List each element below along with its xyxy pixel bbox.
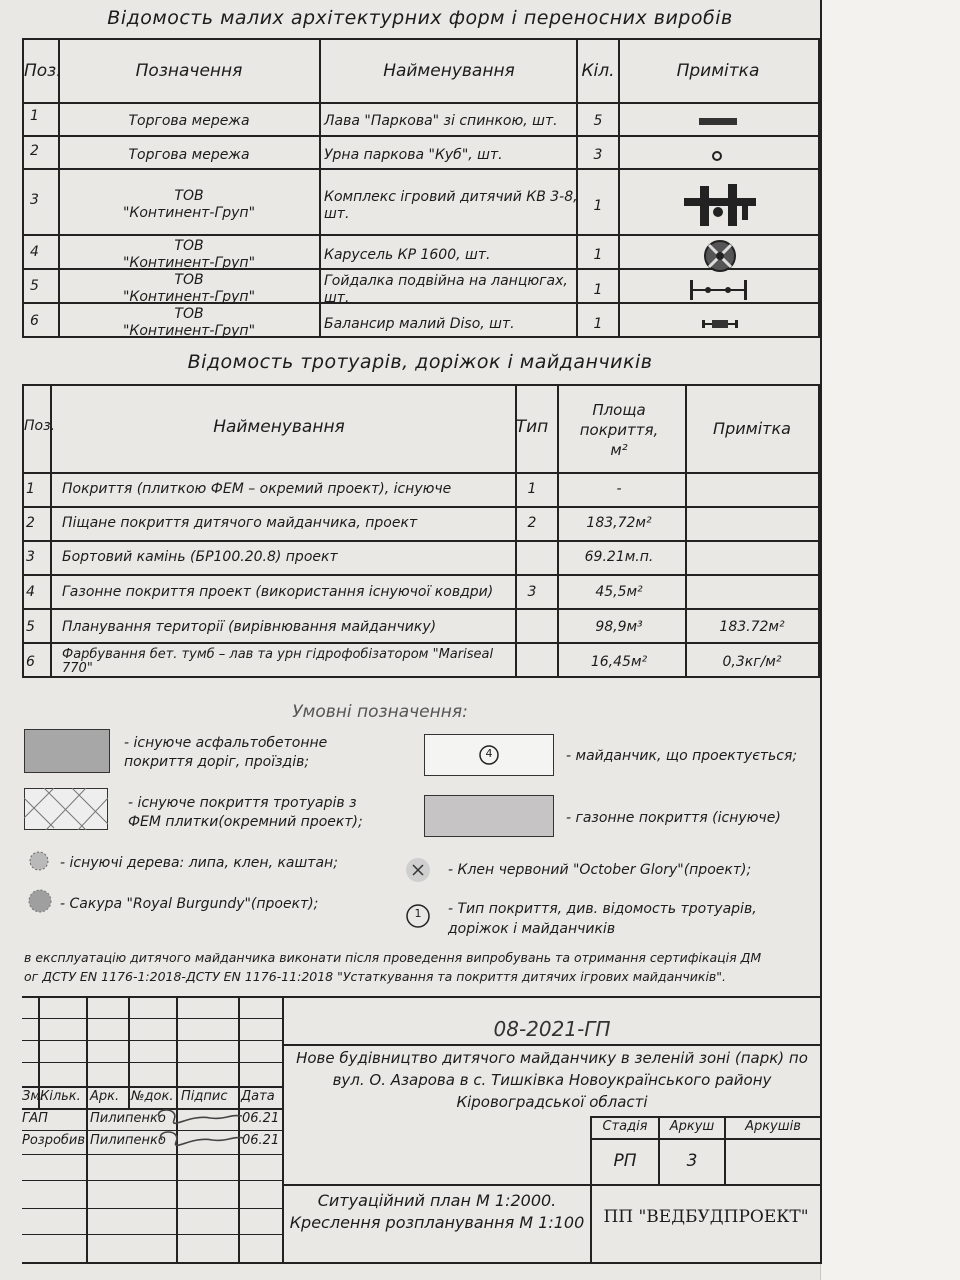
paths-row2-pos: 2 [26,515,35,531]
paths-row3-name: Бортовий камінь (БР100.20.8) проект [62,549,338,565]
sf-row2-pos: 2 [30,143,39,159]
urn-icon [711,150,723,162]
paths-row6-pos: 6 [26,654,35,670]
paths-row6-note: 0,3кг/м² [722,654,782,670]
legend-item-existing-trees: - існуючі дерева: липа, клен, каштан; [60,855,338,871]
paths-header-name: Найменування [213,417,345,437]
sf-row1-name: Лава "Паркова" зі спинкою, шт. [324,113,558,129]
sf-row5-name-2: шт. [324,290,350,306]
sf-row3-name-2: шт. [324,206,350,222]
paths-row1-name: Покриття (плиткою ФЕМ – окремий проект), існуюче [62,481,452,497]
swing-icon [688,278,750,302]
stamp-project-3: Кіровоградської області [456,1093,648,1111]
stamp-name-1: Пилипенко [90,1111,166,1126]
sf-row3-qty: 1 [593,198,603,214]
stamp-code: 08-2021-ГП [493,1017,611,1041]
small-forms-header-qty: Кіл. [581,61,615,81]
sf-row6-pos: 6 [30,313,39,329]
sf-row6-designation-2: "Континент-Груп" [122,323,256,339]
stamp-project-1: Нове будівництво дитячого майданчику в зеленій зоні (парк) по [296,1049,808,1067]
paths-header-area-1: Площа [592,401,646,419]
paths-row4-area: 45,5м² [595,584,643,600]
sf-row3-pos: 3 [30,192,39,208]
sf-row4-designation-2: "Континент-Груп" [122,255,256,271]
legend-item-asphalt: - існуюче асфальтобетонне покриття доріг, проїздів; [124,735,328,770]
stamp-stage-label: Стадія [602,1119,648,1134]
sf-row5-pos: 5 [30,278,39,294]
paths-header-area-2: покриття, [579,421,659,439]
sakura-icon [28,888,52,914]
sf-row4-pos: 4 [30,244,39,260]
fem-tile-swatch-icon [24,788,108,830]
note-line-1: в експлуатацію дитячого майданчика виконати після проведення випробувань та отримання сертифікація ДМ [24,950,762,965]
small-forms-header-name: Найменування [383,61,515,81]
legend-item-red-maple: - Клен червоний "October Glory"(проект); [448,862,752,878]
sf-row3-name-1: Комплекс ігровий дитячий КВ 3-8, [324,189,578,205]
stamp-top-border [22,996,820,998]
play-complex-icon [682,182,758,230]
area-4-marker-label: 4 [485,747,493,760]
paths-row3-area: 69.21м.п. [584,549,654,565]
legend-item-new-area: - майданчик, що проектується; [566,748,798,764]
paths-row1-pos: 1 [26,481,35,497]
legend-item-fem-tile: - існуюче покриття тротуарів з ФЕМ плитки(окремний проект); [128,795,363,830]
stamp-stage: РП [613,1151,637,1171]
small-forms-header-pos: Поз. [24,61,62,81]
paths-row2-type: 2 [527,515,537,531]
paths-row5-note: 183.72м² [719,619,785,635]
coverage-type-marker-label: 1 [414,907,422,920]
asphalt-swatch [24,729,110,773]
sf-row5-designation-2: "Континент-Груп" [122,289,256,305]
new-area-swatch [424,734,554,776]
sf-row6-name: Балансир малий Diso, шт. [324,316,515,332]
sf-row3-designation-2: "Континент-Груп" [122,205,256,221]
paths-row6-area: 16,45м² [590,654,648,670]
stamp-name-2: Пилипенко [90,1133,166,1148]
paths-row5-name: Планування території (вирівнювання майданчику) [62,619,437,635]
legend-item-sakura: - Сакура "Royal Burgundy"(проект); [60,896,319,912]
sf-row2-designation: Торгова мережа [128,147,250,163]
red-maple-icon [404,856,432,884]
stamp-sheet: 3 [686,1151,698,1171]
paths-row1-type: 1 [527,481,537,497]
paths-row1-area: - [616,481,622,497]
paths-header-pos: Поз. [24,418,55,434]
existing-tree-icon [28,850,50,872]
stamp-project-2: вул. О. Азарова в с. Тишківка Новоукраїнського району [332,1071,772,1089]
paths-row2-name: Піщане покриття дитячого майданчика, проект [62,515,418,531]
paths-header-note: Примітка [713,419,791,438]
paths-row4-type: 3 [527,584,537,600]
note-line-2: ог ДСТУ EN 1176-1:2018-ДСТУ EN 1176-11:2018 "Устаткування та покриття дитячих ігрових майданчиків". [24,969,727,984]
stamp-col-izm: Зм. [22,1089,45,1104]
signature-icon [150,1104,246,1158]
stamp-role-2: Розробив [22,1133,86,1148]
sf-row1-qty: 5 [593,113,603,129]
sf-row5-qty: 1 [593,282,603,298]
next-page-edge [820,0,960,1280]
sf-row2-qty: 3 [593,147,603,163]
small-forms-header-designation: Позначення [135,61,243,81]
paths-row5-area: 98,9м³ [595,619,643,635]
company-name: ПП "ВЕДБУДПРОЕКТ" [603,1207,809,1227]
stamp-col-date: Дата [241,1089,275,1104]
stamp-role-1: ГАП [22,1111,48,1126]
sf-row5-name-1: Гойдалка подвійна на ланцюгах, [324,273,568,289]
lawn-swatch [424,795,554,837]
stamp-col-qty: Кільк. [40,1089,81,1104]
sf-row1-designation: Торгова мережа [128,113,250,129]
small-forms-title: Відомость малих архітектурних форм і переносних виробів [107,7,733,29]
sf-row1-pos: 1 [30,108,39,124]
legend-item-lawn: - газонне покриття (існуюче) [566,810,781,826]
carousel-icon [702,238,738,274]
paths-header-area-3: м² [610,441,628,459]
stamp-sheet-label: Аркуш [669,1119,715,1134]
stamp-col-sheet: Арк. [90,1089,120,1104]
paths-row5-pos: 5 [26,619,35,635]
paths-row4-name: Газонне покриття проект (використання існуючої ковдри) [62,584,494,600]
sf-row6-qty: 1 [593,316,603,332]
paths-header-type: Тип [515,417,549,437]
stamp-date-1: 06.21 [242,1111,280,1126]
stamp-sheets-label: Аркушів [745,1119,801,1134]
drawing-title-1: Ситуаційний план М 1:2000. [317,1191,557,1210]
paths-row4-pos: 4 [26,584,35,600]
drawing-title-2: Креслення розпланування М 1:100 [289,1213,585,1232]
small-forms-header-note: Примітка [676,61,760,81]
balancer-icon [700,318,740,330]
sf-row3-designation-1: ТОВ [174,188,204,204]
sf-row4-qty: 1 [593,247,603,263]
sf-row4-name: Карусель КР 1600, шт. [324,247,491,263]
sf-row2-name: Урна паркова "Куб", шт. [324,147,503,163]
sf-row5-designation-1: ТОВ [174,272,204,288]
stamp-date-2: 06.21 [242,1133,280,1148]
legend-title: Умовні позначення: [292,702,468,722]
sf-row6-designation-1: ТОВ [174,306,204,322]
sf-row4-designation-1: ТОВ [174,238,204,254]
stamp-col-sign: Підпис [181,1089,228,1104]
paths-title: Відомость тротуарів, доріжок і майданчиків [187,351,653,373]
paths-row6-name: Фарбування бет. тумб – лав та урн гідрофобізатором "Mariseal 770" [62,647,494,676]
bench-icon [698,116,738,128]
paths-row3-pos: 3 [26,549,35,565]
legend-item-coverage-type: - Тип покриття, див. відомость тротуарів, доріжок і майданчиків [448,901,757,937]
stamp-col-doc: №док. [131,1089,174,1104]
paths-row2-area: 183,72м² [586,515,652,531]
